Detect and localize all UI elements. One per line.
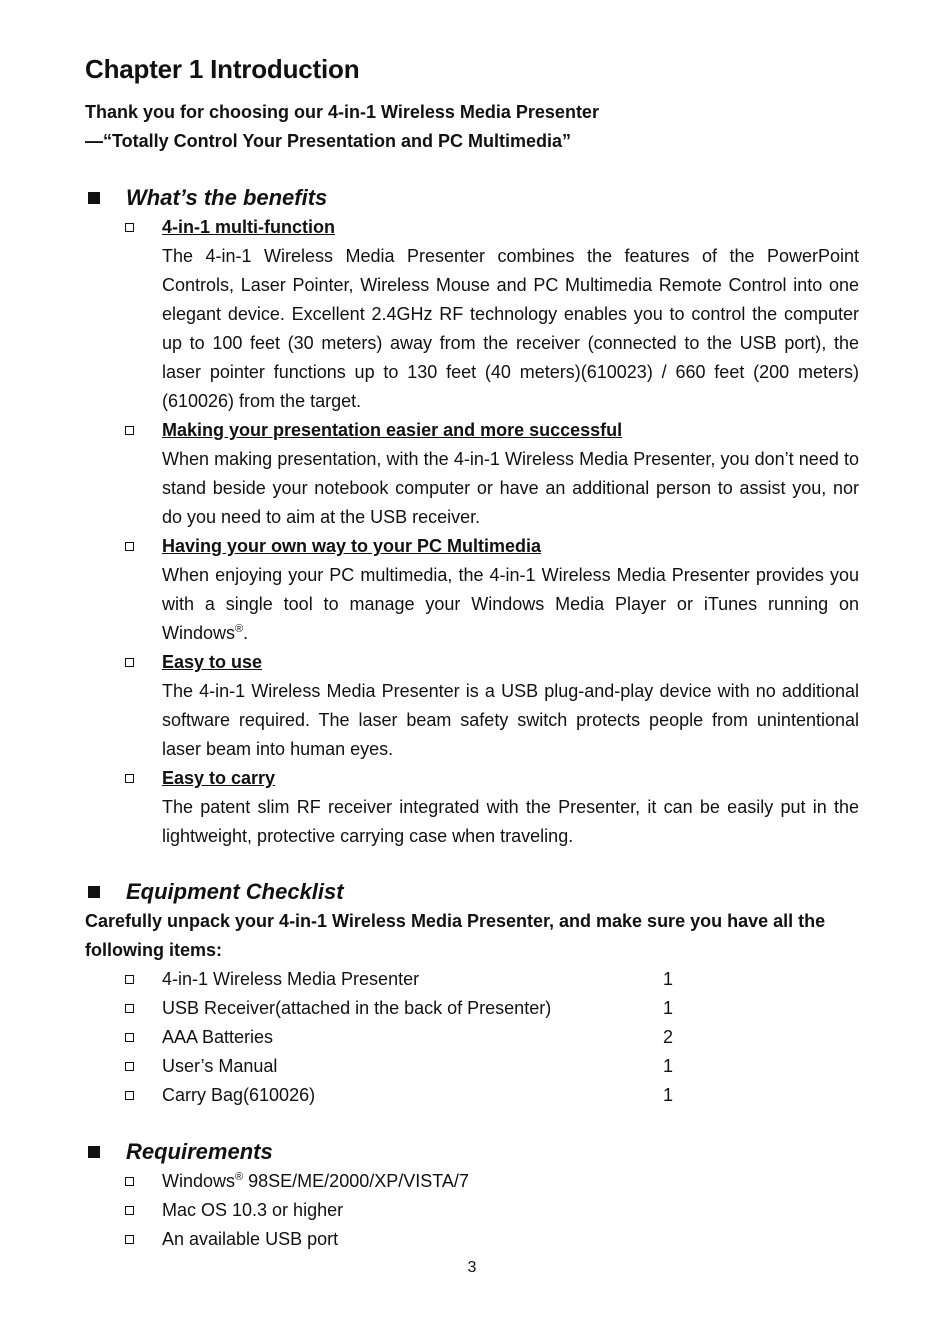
requirements-heading-text: Requirements: [126, 1139, 273, 1164]
checkbox-bullet-icon: [125, 774, 134, 783]
requirement-row: [85, 1167, 859, 1196]
checklist-row: [85, 994, 859, 1023]
checkbox-bullet-icon: [125, 1206, 134, 1215]
checkbox-bullet-icon: [125, 658, 134, 667]
checklist-item-qty: 1: [663, 1085, 674, 1105]
checklist-item-name: Carry Bag(610026): [162, 1085, 316, 1105]
checklist-item-qty: 1: [663, 969, 674, 989]
benefits-heading: [85, 184, 327, 212]
checklist-heading-text: Equipment Checklist: [126, 879, 344, 904]
checklist-row: [85, 1081, 859, 1110]
checklist-row: [85, 1052, 859, 1081]
checklist-item-name: User’s Manual: [162, 1056, 278, 1076]
benefit-body: When making presentation, with the 4-in-1 Wireless Media Presenter, you don’t need to stand beside your notebook computer or have an additional person to assist you, nor do you need to aim at the USB receiver.: [162, 449, 859, 527]
checklist: [85, 907, 859, 1110]
intro-line-1: Thank you for choosing our 4-in-1 Wireless Media Presenter: [85, 102, 599, 122]
requirement-text: Mac OS 10.3 or higher: [162, 1200, 344, 1220]
registered-mark: ®: [235, 1171, 244, 1183]
benefit-title: Easy to carry: [162, 768, 276, 788]
chapter-title: Chapter 1 Introduction: [85, 54, 360, 84]
requirement-text: Windows: [162, 1171, 236, 1191]
benefit-item: [85, 213, 859, 416]
benefit-title: Easy to use: [162, 652, 263, 672]
benefit-item: [85, 648, 859, 764]
checklist-item-qty: 1: [663, 1056, 674, 1076]
checkbox-bullet-icon: [125, 1033, 134, 1042]
intro-text: [85, 98, 599, 156]
benefit-item: [85, 416, 859, 532]
requirement-row: [85, 1196, 859, 1225]
checklist-row: [85, 1023, 859, 1052]
checkbox-bullet-icon: [125, 1177, 134, 1186]
checkbox-bullet-icon: [125, 1235, 134, 1244]
intro-line-2: —“Totally Control Your Presentation and PC Multimedia”: [85, 131, 572, 151]
checklist-item-name: AAA Batteries: [162, 1027, 274, 1047]
benefit-body: The patent slim RF receiver integrated with the Presenter, it can be easily put in the lightweight, protective carrying case when traveling.: [162, 797, 859, 846]
bullet-square-icon: [88, 1146, 100, 1158]
benefits-list: [85, 213, 859, 851]
benefit-body-end: .: [243, 623, 249, 643]
requirements-list: [85, 1167, 859, 1254]
checkbox-bullet-icon: [125, 975, 134, 984]
checkbox-bullet-icon: [125, 1062, 134, 1071]
checkbox-bullet-icon: [125, 1004, 134, 1013]
checklist-heading: [85, 878, 344, 906]
benefit-body-text: When enjoying your PC multimedia, the 4-in-1 Wireless Media Presenter provides you with a single tool to manage your Windows Media Player or iTunes running on Windows: [162, 565, 859, 643]
bullet-square-icon: [88, 192, 100, 204]
registered-mark: ®: [235, 623, 244, 635]
checklist-intro: Carefully unpack your 4-in-1 Wireless Media Presenter, and make sure you have all the following items:: [85, 911, 826, 960]
checkbox-bullet-icon: [125, 542, 134, 551]
requirement-text: An available USB port: [162, 1229, 339, 1249]
benefit-body: The 4-in-1 Wireless Media Presenter is a USB plug-and-play device with no additional software required. The laser beam safety switch protects people from unintentional laser beam into human eyes.: [162, 681, 859, 759]
benefits-heading-text: What’s the benefits: [126, 185, 328, 210]
benefit-body: [162, 561, 859, 648]
benefit-title: Having your own way to your PC Multimedia: [162, 536, 542, 556]
checklist-item-qty: 2: [663, 1027, 674, 1047]
bullet-square-icon: [88, 886, 100, 898]
requirements-heading: [85, 1138, 273, 1166]
requirement-text-end: 98SE/ME/2000/XP/VISTA/7: [243, 1171, 469, 1191]
checklist-item-name: USB Receiver(attached in the back of Presenter): [162, 998, 552, 1018]
benefit-body: The 4-in-1 Wireless Media Presenter combines the features of the PowerPoint Controls, Laser Pointer, Wireless Mouse and PC Multimedia Remote Control into one elegant device. Excellent 2.4GHz RF technology enables you to control the computer up to 100 feet (30 meters) away from the receiver (connected to the USB port), the laser pointer functions up to 130 feet (40 meters)(610023) / 660 feet (200 meters)(610026) from the target.: [162, 246, 859, 411]
checkbox-bullet-icon: [125, 1091, 134, 1100]
checkbox-bullet-icon: [125, 223, 134, 232]
checkbox-bullet-icon: [125, 426, 134, 435]
checklist-item-qty: 1: [663, 998, 674, 1018]
page-number: 3: [467, 1259, 477, 1276]
benefit-title: 4-in-1 multi-function: [162, 217, 335, 237]
benefit-item: [85, 764, 859, 851]
benefit-title: Making your presentation easier and more successful: [162, 420, 623, 440]
requirement-row: [85, 1225, 859, 1254]
checklist-item-name: 4-in-1 Wireless Media Presenter: [162, 969, 420, 989]
benefit-item: [85, 532, 859, 648]
checklist-row: [85, 965, 859, 994]
